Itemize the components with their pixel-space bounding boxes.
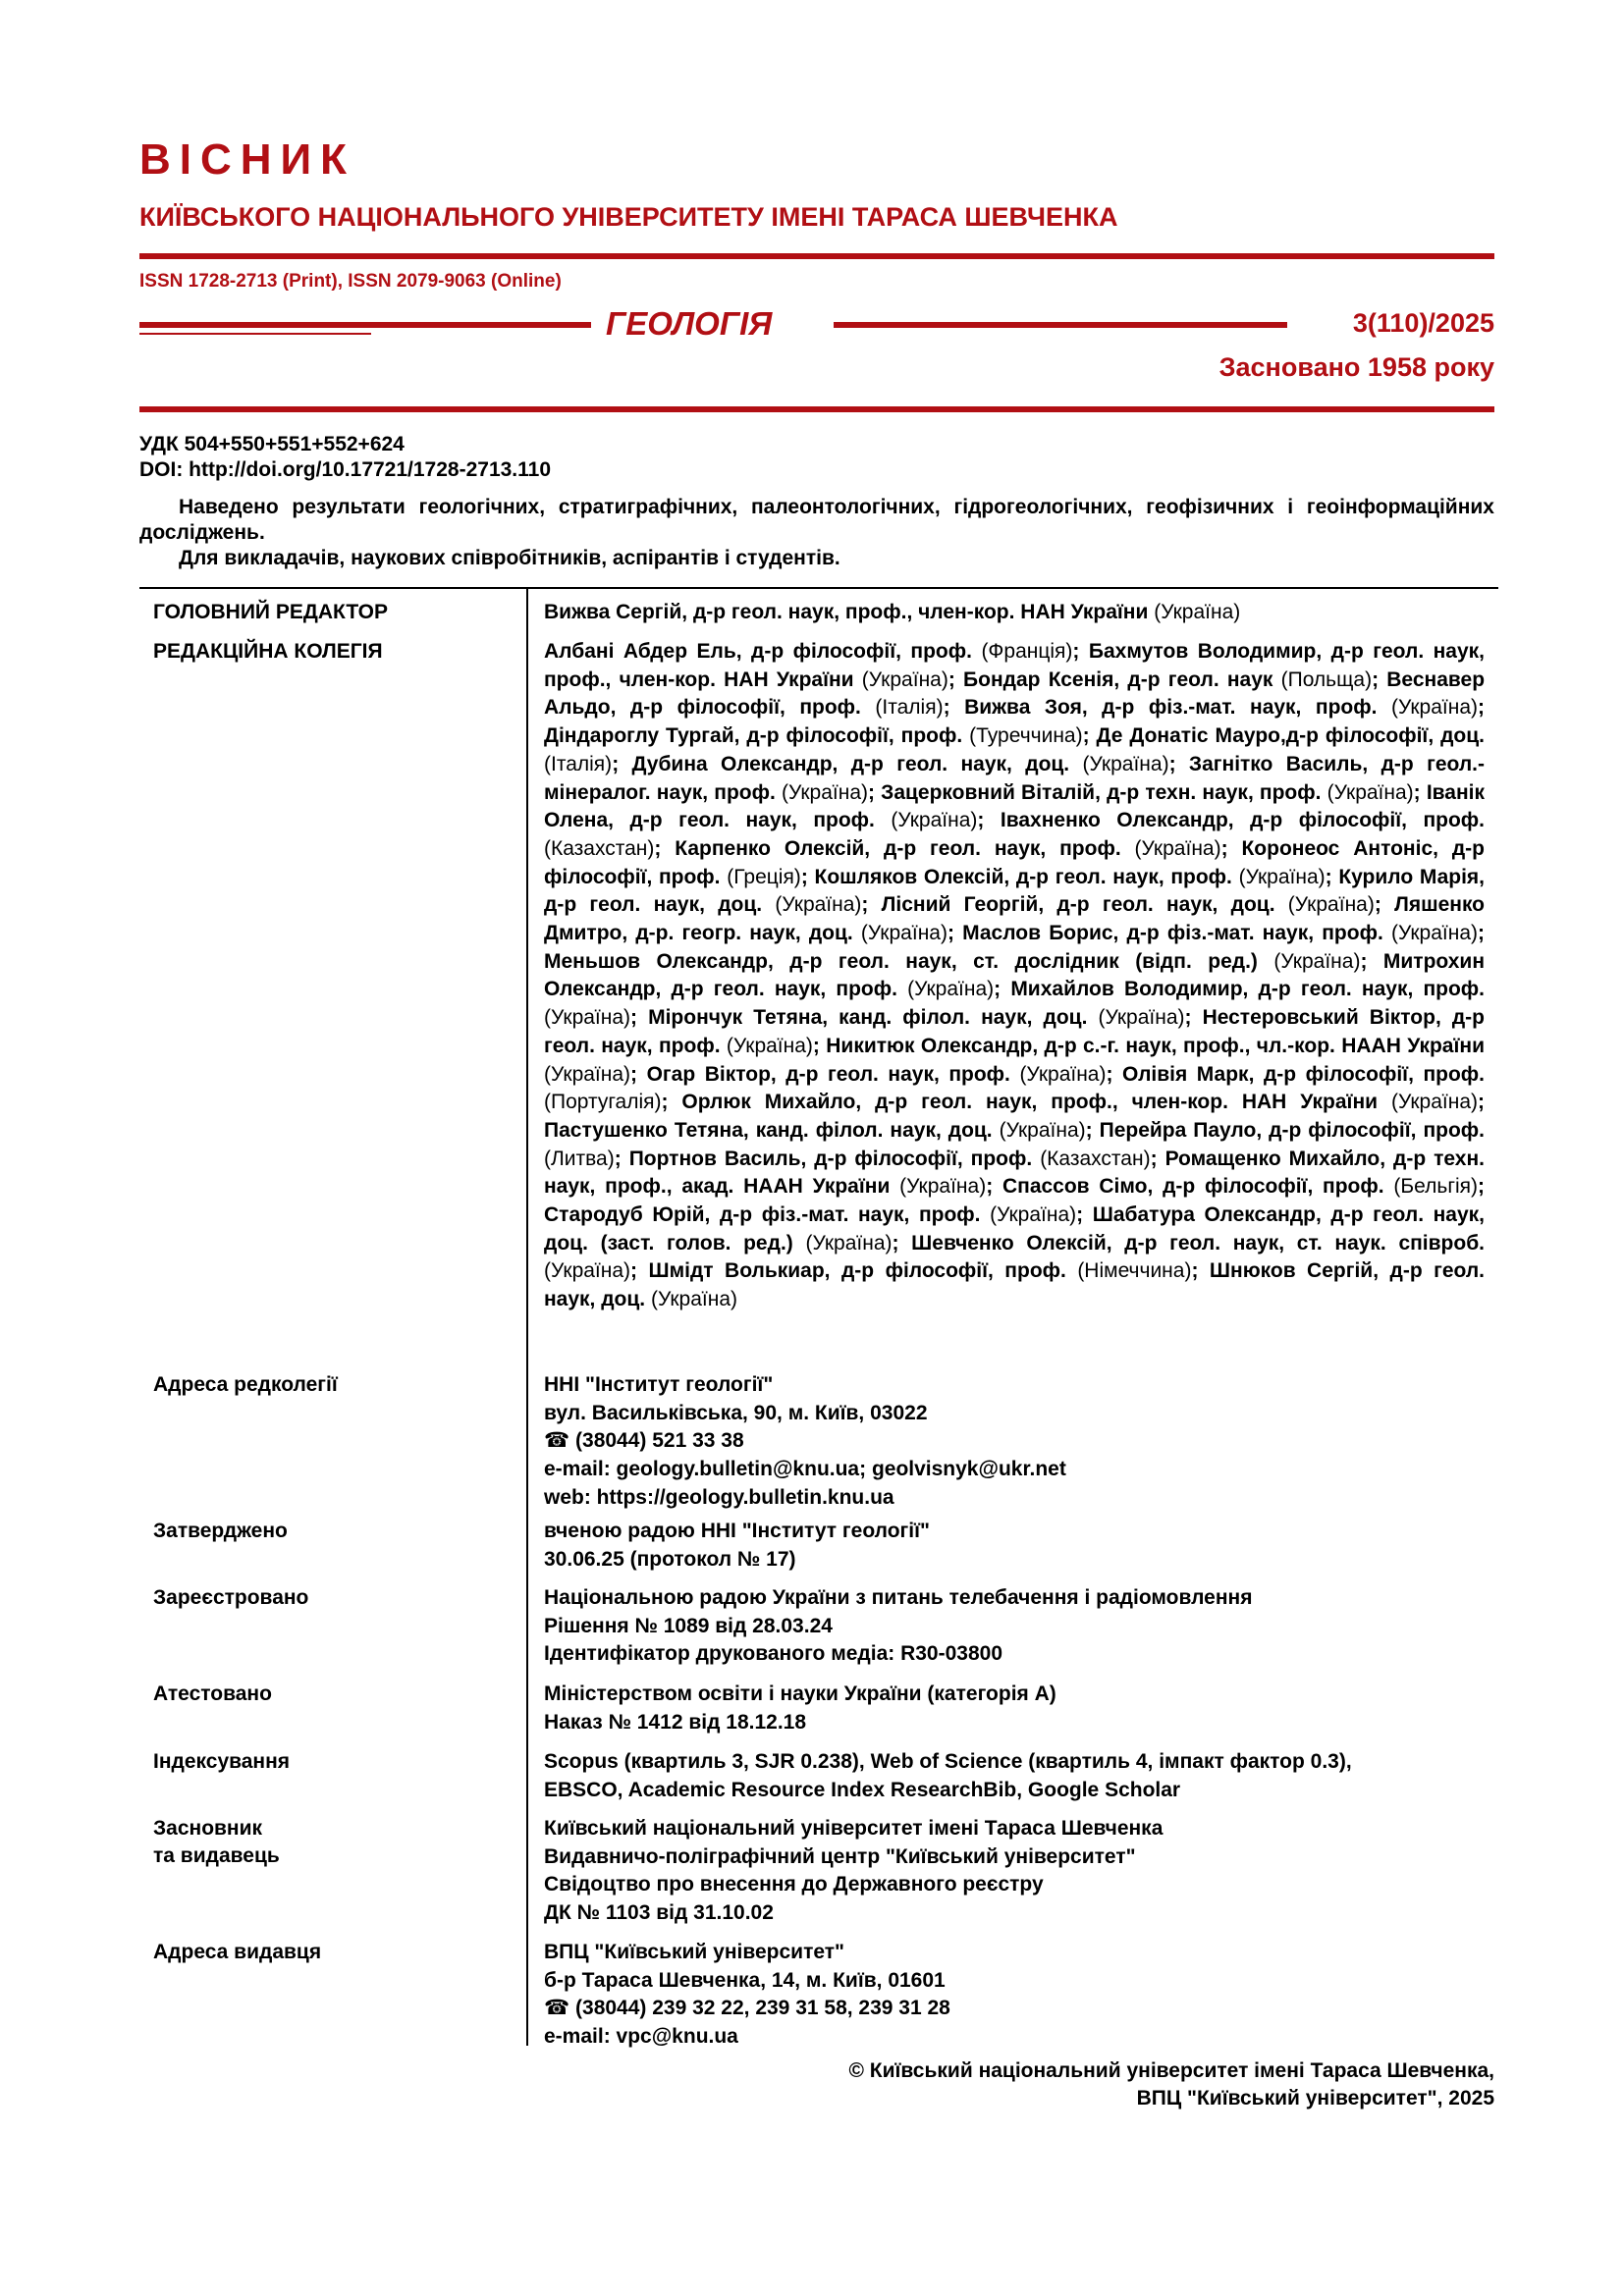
- certified-line: Міністерством освіти і науки України (категорія А): [544, 1682, 1056, 1705]
- board-member: Вижва Зоя, д-р фіз.-мат. наук, проф.: [964, 696, 1391, 720]
- approved-line: 30.06.25 (протокол № 17): [544, 1547, 796, 1571]
- board-member-country: (Італія): [544, 752, 613, 775]
- board-member-country: (Україна): [544, 1259, 631, 1283]
- phone-icon: ☎: [544, 1429, 570, 1453]
- board-member-country: (Україна): [990, 1203, 1077, 1227]
- issue-number: 3(110)/2025: [1352, 308, 1494, 338]
- publisher-address-label: Адреса видавця: [153, 1941, 322, 1963]
- publisher-phone: (38044) 239 32 22, 239 31 58, 239 31 28: [575, 1997, 950, 2020]
- board-member: Пастушенко Тетяна, канд. філол. наук, доц.: [544, 1118, 1000, 1142]
- board-member: Ромащенко Михайло, д-р техн. наук, проф., акад. НААН України: [544, 1147, 1486, 1199]
- board-member: Лісний Георгій, д-р геол. наук, доц.: [881, 893, 1288, 917]
- board-member-country: (Україна): [1098, 1006, 1185, 1030]
- board-member-country: (Україна): [1019, 1062, 1107, 1086]
- founder-label-line: Засновник: [153, 1817, 263, 1840]
- board-member: Шнюков Сергій, д-р геол. наук, доц.: [544, 1259, 1486, 1311]
- board-member-country: (Україна): [907, 978, 995, 1001]
- board-member-country: (Україна): [544, 1006, 631, 1030]
- series-rule-left-thin: [139, 333, 371, 335]
- indexing-line: EBSCO, Academic Resource Index ResearchBib, Google Scholar: [544, 1778, 1181, 1801]
- editorial-web[interactable]: web: https://geology.bulletin.knu.ua: [544, 1485, 894, 1509]
- board-member: Зацерковний Віталій, д-р техн. наук, проф.: [881, 780, 1327, 804]
- board-members: Албані Абдер Ель, д-р філософії, проф. (Франція); Бахмутов Володимир, д-р геол. наук, проф., член-кор. НАН України (Україна); Бондар Ксенія, д-р геол. наук (Польща); Веснавер Альдо, д-р філософії, проф. (Італія); Вижва Зоя, д-р фіз.-мат. наук, проф. (Україна); Діндароглу Тургай, д-р філософії, проф. (Туреччина); Де Донатіс Мауро,д-р філософії, доц. (Італія); Дубина Олександр, д-р геол. наук, доц. (Україна); Загнітко Василь, д-р геол.-мінералог. наук, проф. (Україна); Зацерковний Віталій, д-р техн. наук, проф. (Україна); Іванік Олена, д-р геол. наук, проф. (Україна); Івахненко Олександр, д-р філософії, проф. (Казахстан); Карпенко Олексій, д-р геол. наук, проф. (Україна); Коронеос Антоніс, д-р філософії, проф. (Греція); Кошляков Олексій, д-р геол. наук, проф. (Україна); Курило Марія, д-р геол. наук, доц. (Україна); Лісний Георгій, д-р геол. наук, доц. (Україна); Ляшенко Дмитро, д-р. геогр. наук, доц. (Україна); Маслов Борис, д-р фіз.-мат. наук, проф. (Україна); Меньшов Олександр, д-р геол. наук, ст. дослідник (відп. ред.) (Україна); Митрохин Олександр, д-р геол. наук, проф. (Україна); Михайлов Володимир, д-р геол. наук, проф. (Україна); Мірончук Тетяна, канд. філол. наук, доц. (Україна); Нестеровський Віктор, д-р геол. наук, проф. (Україна); Никитюк Олександр, д-р с.-г. наук, проф., чл.-кор. НААН України (Україна); Огар Віктор, д-р геол. наук, проф. (Україна); Олівія Марк, д-р філософії, проф. (Португалія); Орлюк Михайло, д-р геол. наук, проф., член-кор. НАН України (Україна); Пастушенко Тетяна, канд. філол. наук, доц. (Україна); Перейра Пауло, д-р філософії, проф. (Литва); Портнов Василь, д-р філософії, проф. (Казахстан); Ромащенко Михайло, д-р техн. наук, проф., акад. НААН України (Україна); Спассов Сімо, д-р філософії, проф. (Бельгія); Стародуб Юрій, д-р фіз.-мат. наук, проф. (Україна); Шабатура Олександр, д-р геол. наук, доц. (заст. голов. ред.) (Україна); Шевченко Олексій, д-р геол. наук, ст. наук. співроб. (Україна); Шмідт Вольки​ар, д-р філософії, проф. (Німеччина); Шнюков Сергій, д-р геол. наук, доц. (Україна): [544, 640, 1486, 1311]
- board-member-country: (Україна): [726, 1034, 813, 1057]
- board-member: Маслов Борис, д-р фіз.-мат. наук, проф.: [962, 922, 1391, 945]
- board-member-country: (Португалія): [544, 1091, 662, 1114]
- board-member-country: (Франція): [981, 640, 1073, 663]
- certified-label: Атестовано: [153, 1682, 272, 1705]
- board-member-country: (Україна): [1238, 865, 1326, 888]
- board-member: Нестеровський Віктор, д-р геол. наук, проф.: [544, 1006, 1485, 1057]
- editorial-phone-line: [544, 1427, 1487, 1456]
- board-member-country: (Україна): [1390, 1091, 1478, 1114]
- imprint-table-divider: [526, 589, 528, 2046]
- board-member: Албані Абдер Ель, д-р філософії, проф.: [544, 640, 982, 663]
- board-member: Дубина Олександр, д-р геол. наук, доц.: [631, 752, 1083, 775]
- board-member-country: (Україна): [1390, 696, 1478, 720]
- publisher-address: [544, 1939, 1487, 2052]
- board-member-country: (Україна): [1287, 893, 1375, 917]
- publisher-address-line: б-р Тараса Шевченка, 14, м. Київ, 01601: [544, 1968, 946, 1992]
- founder-value: [544, 1815, 1487, 1928]
- founded-year: Засновано 1958 року: [1218, 352, 1494, 382]
- board-member-country: (Казахстан): [544, 836, 655, 860]
- approved-line: вченою радою ННІ "Інститут геології": [544, 1520, 930, 1542]
- board-member-country: (Бельгія): [1393, 1175, 1479, 1199]
- board-member-country: (Україна): [999, 1118, 1086, 1142]
- series-name: ГЕОЛОГІЯ: [606, 305, 773, 342]
- board-member: Шевченко Олексій, д-р геол. наук, ст. наук. співроб.: [911, 1231, 1486, 1255]
- publisher-email[interactable]: e-mail: vpc@knu.ua: [544, 2025, 738, 2049]
- editor-label: ГОЛОВНИЙ РЕДАКТОР: [153, 601, 388, 623]
- founder-line: ДК № 1103 від 31.10.02: [544, 1901, 774, 1925]
- indexing-label: Індексування: [153, 1750, 291, 1773]
- copyright-line: © Київський національний університет імені Тараса Шевченка,: [848, 2059, 1494, 2082]
- board-member: Митрохин Олександр, д-р геол. наук, проф.: [544, 949, 1485, 1001]
- board-member-country: (Україна): [1134, 836, 1221, 860]
- indexing-value: [544, 1748, 1487, 1804]
- approved-label: Затверджено: [153, 1520, 288, 1542]
- board-member-country: (Україна): [1082, 752, 1169, 775]
- founder-label: [153, 1815, 280, 1870]
- board-label: РЕДАКЦІЙНА КОЛЕГІЯ: [153, 640, 383, 663]
- series-rule-left: [139, 322, 591, 328]
- board-member: Кошляков Олексій, д-р геол. наук, проф.: [814, 865, 1239, 888]
- board-member: Ляшенко Дмитро, д-р. геогр. наук, доц.: [544, 893, 1486, 945]
- editor-value: [544, 599, 1487, 627]
- phone-icon: ☎: [544, 1997, 570, 2020]
- imprint-table-top-rule: [139, 587, 1498, 589]
- board-member: Меньшов Олександр, д-р геол. наук, ст. дослідник (відп. ред.): [544, 949, 1274, 973]
- editor-name: Вижва Сергій, д-р геол. наук, проф., член-кор. НАН України: [544, 601, 1149, 623]
- board-member-country: (Україна): [1273, 949, 1361, 973]
- editorial-address: [544, 1371, 1487, 1513]
- editorial-phone: (38044) 521 33 38: [575, 1429, 744, 1453]
- board-member: Діндароглу Тургай, д-р філософії, проф.: [544, 724, 970, 748]
- board-member: Орлюк Михайло, д-р геол. наук, проф., член-кор. НАН України: [681, 1091, 1391, 1114]
- board-member: Де Донатіс Мауро,д-р філософії, доц.: [1096, 724, 1485, 748]
- issn: ISSN 1728-2713 (Print), ISSN 2079-9063 (Online): [139, 271, 562, 292]
- editorial-address-line: ННІ "Інститут геології": [544, 1373, 774, 1396]
- series-rule-right: [834, 322, 1287, 328]
- audience: Для викладачів, наукових співробітників, аспірантів і студентів.: [179, 547, 840, 569]
- board-member: Веснавер Альдо, д-р філософії, проф.: [544, 667, 1486, 720]
- board-member-country: (Німеччина): [1077, 1259, 1192, 1283]
- board-member: Коронеос Антоніс, д-р філософії, проф.: [544, 836, 1485, 888]
- board-member-country: (Україна): [1326, 780, 1414, 804]
- udk-code: УДК 504+550+551+552+624: [139, 433, 405, 455]
- board-member: Стародуб Юрій, д-р фіз.-мат. наук, проф.: [544, 1203, 991, 1227]
- editor-country: (Україна): [1154, 601, 1241, 623]
- board-member-country: (Польща): [1280, 667, 1373, 691]
- board-member-country: (Україна): [891, 809, 978, 832]
- annotation: Наведено результати геологічних, стратиграфічних, палеонтологічних, гідрогеологічних, геофізичних і геоінформаційних досліджень.: [139, 496, 1494, 544]
- founder-line: Видавничо-поліграфічний центр "Київський університет": [544, 1844, 1136, 1868]
- board-member-country: (Італія): [875, 696, 944, 720]
- board-member-country: (Греція): [727, 865, 801, 888]
- board-member: Никитюк Олександр, д-р с.-г. наук, проф., чл.-кор. НААН України: [826, 1034, 1485, 1057]
- board-member-country: (Україна): [805, 1231, 893, 1255]
- board-member-country: (Україна): [650, 1288, 738, 1311]
- registered-line: Національною радою України з питань телебачення і радіомовлення: [544, 1586, 1253, 1609]
- board-member-country: (Казахстан): [1040, 1147, 1151, 1170]
- board-member: Михайлов Володимир, д-р геол. наук, проф.: [1010, 978, 1485, 1001]
- registered-label: Зареєстровано: [153, 1586, 309, 1609]
- board-member-country: (Україна): [899, 1175, 987, 1199]
- copyright-line: ВПЦ "Київський університет", 2025: [1136, 2087, 1494, 2109]
- board-member: Шабатура Олександр, д-р геол. наук, доц. (заст. голов. ред.): [544, 1203, 1486, 1255]
- board-member: Олівія Марк, д-р філософії, проф.: [1122, 1062, 1486, 1086]
- indexing-line: Scopus (квартиль 3, SJR 0.238), Web of Science (квартиль 4, імпакт фактор 0.3),: [544, 1750, 1352, 1773]
- certified-line: Наказ № 1412 від 18.12.18: [544, 1710, 807, 1734]
- doi-link[interactable]: DOI: http://doi.org/10.17721/1728-2713.110: [139, 458, 552, 481]
- board-member: Спассов Сімо, д-р філософії, проф.: [1001, 1175, 1394, 1199]
- board-member: Курило Марія, д-р геол. наук, доц.: [544, 865, 1486, 917]
- editorial-address-line: вул. Васильківська, 90, м. Київ, 03022: [544, 1401, 928, 1424]
- board-member: Шмідт Вольки​ар, д-р філософії, проф.: [648, 1259, 1078, 1283]
- board-member: Огар Віктор, д-р геол. наук, проф.: [646, 1062, 1020, 1086]
- journal-title: ВІСНИК: [139, 135, 356, 184]
- registered-line: Ідентифікатор друкованого медіа: R30-03800: [544, 1642, 1002, 1666]
- founder-label-line: та видавець: [153, 1844, 280, 1867]
- board-member: Перейра Пауло, д-р філософії, проф.: [1099, 1118, 1486, 1142]
- certified-value: [544, 1681, 1487, 1736]
- board-member: Карпенко Олексій, д-р геол. наук, проф.: [675, 836, 1135, 860]
- journal-subtitle: КИЇВСЬКОГО НАЦІОНАЛЬНОГО УНІВЕРСИТЕТУ ІМЕНІ ТАРАСА ШЕВЧЕНКА: [139, 202, 1118, 232]
- board-member: Бондар Ксенія, д-р геол. наук: [963, 667, 1281, 691]
- founder-line: Свідоцтво про внесення до Державного реєстру: [544, 1873, 1044, 1896]
- founder-line: Київський національний університет імені Тараса Шевченка: [544, 1817, 1164, 1840]
- board-member-country: (Литва): [544, 1147, 615, 1170]
- board-member-country: (Україна): [860, 922, 947, 945]
- board-member-country: (Україна): [781, 780, 869, 804]
- header-divider-bottom: [139, 406, 1494, 412]
- approved-value: [544, 1518, 1487, 1574]
- board-member: Загнітко Василь, д-р геол.-мінералог. наук, проф.: [544, 752, 1486, 804]
- board-member: Івахненко Олександр, д-р філософії, проф.: [1000, 809, 1486, 832]
- board-member-country: (Україна): [544, 1062, 631, 1086]
- board-member: Мірончук Тетяна, канд. філол. наук, доц.: [648, 1006, 1099, 1030]
- copyright: [848, 2057, 1494, 2112]
- publisher-address-line: ВПЦ "Київський університет": [544, 1941, 845, 1963]
- board-member: Портнов Василь, д-р філософії, проф.: [628, 1147, 1041, 1170]
- board-member-country: (Україна): [861, 667, 948, 691]
- header-divider-top: [139, 253, 1494, 259]
- board-member: Бахмутов Володимир, д-р геол. наук, проф., член-кор. НАН України: [544, 640, 1486, 691]
- registered-line: Рішення № 1089 від 28.03.24: [544, 1614, 833, 1637]
- board-member-country: (Україна): [1390, 922, 1478, 945]
- board-member-country: (Туреччина): [969, 724, 1083, 748]
- publisher-phone-line: [544, 1995, 1487, 2023]
- editorial-address-label: Адреса редколегії: [153, 1373, 338, 1396]
- editorial-email[interactable]: e-mail: geology.bulletin@knu.ua; geolvisnyk@ukr.net: [544, 1458, 1066, 1481]
- board-member: Іванік Олена, д-р геол. наук, проф.: [544, 780, 1485, 832]
- board-member-country: (Україна): [775, 893, 862, 917]
- registered-value: [544, 1584, 1487, 1669]
